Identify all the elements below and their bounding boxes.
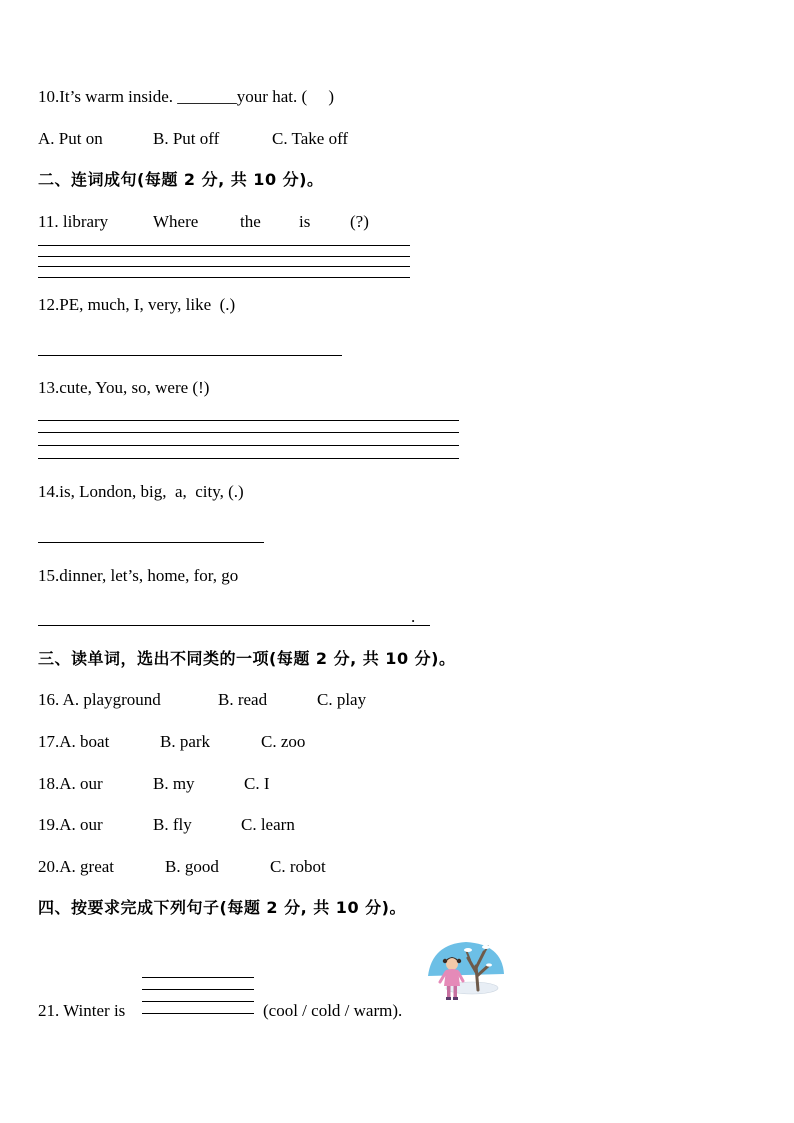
q10-option-c: C. Take off: [272, 129, 349, 148]
q13-answer-line-3: [38, 445, 459, 446]
q17-option-c: C. zoo: [261, 732, 306, 751]
q21-options: (cool / cold / warm).: [263, 1001, 403, 1020]
q16-option-c: C. play: [317, 690, 367, 709]
q19-option-a: 19.A. our: [38, 815, 103, 834]
q10-stem: 10.It’s warm inside. _______your hat. ( ): [38, 87, 335, 106]
q11-answer-line-4: [38, 277, 410, 278]
q19-option-b: B. fly: [153, 815, 192, 834]
q11-word-is: is: [299, 212, 311, 231]
q15-answer-line: [38, 625, 430, 626]
q11-word-the: the: [240, 212, 261, 231]
q11-num-word: 11. library: [38, 212, 109, 231]
q19-option-c: C. learn: [241, 815, 295, 834]
q13-answer-line-2: [38, 432, 459, 433]
q20-option-c: C. robot: [270, 857, 326, 876]
q12-text: 12.PE, much, I, very, like (.): [38, 295, 236, 314]
q16-option-a: 16. A. playground: [38, 690, 161, 709]
q21-answer-line-4: [142, 1013, 254, 1014]
q14-answer-line: [38, 542, 264, 543]
q15-end-mark: .: [411, 607, 416, 626]
q11-punct: (?): [350, 212, 369, 231]
q12-answer-line: [38, 355, 342, 356]
q10-option-a: A. Put on: [38, 129, 103, 148]
q13-answer-line-4: [38, 458, 459, 459]
q11-word-where: Where: [153, 212, 199, 231]
section-4-heading: 四、按要求完成下列句子(每题 2 分, 共 10 分)。: [38, 898, 406, 917]
q17-option-b: B. park: [160, 732, 211, 751]
q21-answer-line-2: [142, 989, 254, 990]
q15-text: 15.dinner, let’s, home, for, go: [38, 566, 239, 585]
section-3-heading: 三、读单词，选出不同类的一项(每题 2 分, 共 10 分)。: [38, 649, 456, 668]
q11-answer-line-3: [38, 266, 410, 267]
q20-option-a: 20.A. great: [38, 857, 115, 876]
q13-answer-line-1: [38, 420, 459, 421]
q20-option-b: B. good: [165, 857, 219, 876]
winter-girl-illustration: [426, 938, 506, 1008]
q21-stem: 21. Winter is: [38, 1001, 126, 1020]
q17-option-a: 17.A. boat: [38, 732, 110, 751]
q18-option-a: 18.A. our: [38, 774, 103, 793]
sky-shape: [428, 942, 504, 976]
section-2-heading: 二、连词成句(每题 2 分, 共 10 分)。: [38, 170, 324, 189]
q21-answer-line-1: [142, 977, 254, 978]
q16-option-b: B. read: [218, 690, 268, 709]
q11-answer-line-1: [38, 245, 410, 246]
q13-text: 13.cute, You, so, were (!): [38, 378, 210, 397]
q14-text: 14.is, London, big, a, city, (.): [38, 482, 244, 501]
q21-answer-line-3: [142, 1001, 254, 1002]
q18-option-b: B. my: [153, 774, 195, 793]
q11-answer-line-2: [38, 256, 410, 257]
q10-option-b: B. Put off: [153, 129, 220, 148]
q18-option-c: C. I: [244, 774, 270, 793]
